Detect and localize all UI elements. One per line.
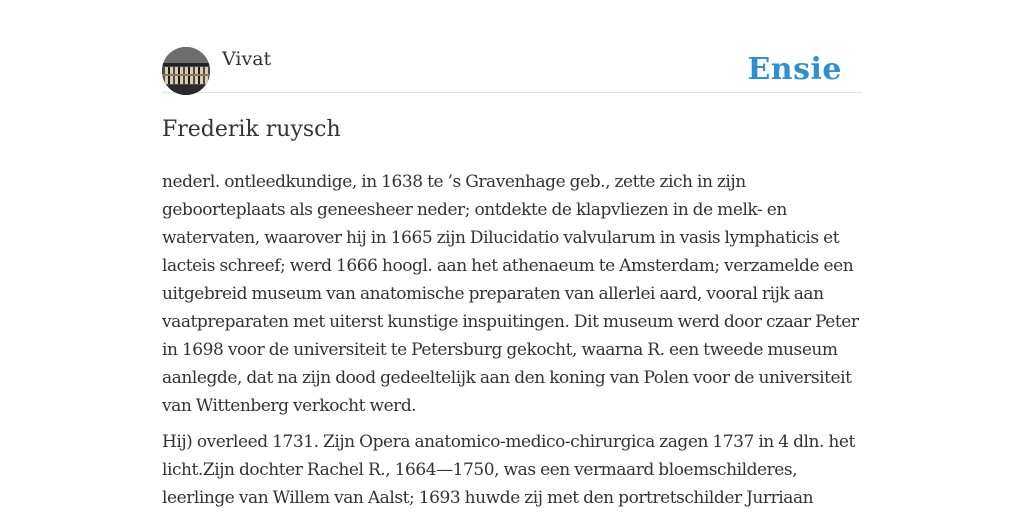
book-spines-icon (162, 47, 210, 95)
article-paragraph: Hij) overleed 1731. Zijn Opera anatomico-medico-chirurgica zagen 1737 in 4 dln. het licht.Zijn dochter Rachel R., 1664—1750, was een vermaard bloemschilderes, leerlinge van Willem van Aalst; 1693 huwde zij met den portretschilder Jurriaan (162, 432, 855, 508)
article-body (162, 168, 862, 512)
header (162, 45, 862, 93)
source-name[interactable]: Vivat (222, 48, 272, 70)
article-paragraph: nederl. ontleedkundige, in 1638 te ’s Gravenhage geb., zette zich in zijn geboorteplaats als geneesheer neder; ontdekte de klapvliezen in de melk- en watervaten, waarover hij in 1665 zijn Dilucidatio valvularum in vasis lymphaticis et lacteis schreef; werd 1666 hoogl. aan het athenaeum te Amsterdam; verzamelde een uitgebreid museum van anatomische preparaten van allerlei aard, vooral rijk aan vaatpreparaten met uiterst kunstige inspuitingen. Dit museum werd door czaar Peter in 1698 voor de universiteit te Petersburg gekocht, waarna R. een tweede museum aanlegde, dat na zijn dood gedeeltelijk aan den koning van Polen voor de universiteit van Wittenberg verkocht werd. (162, 172, 859, 416)
brand-logo[interactable]: Ensie (747, 52, 842, 87)
avatar[interactable] (162, 47, 210, 95)
article-title: Frederik ruysch (162, 117, 341, 142)
